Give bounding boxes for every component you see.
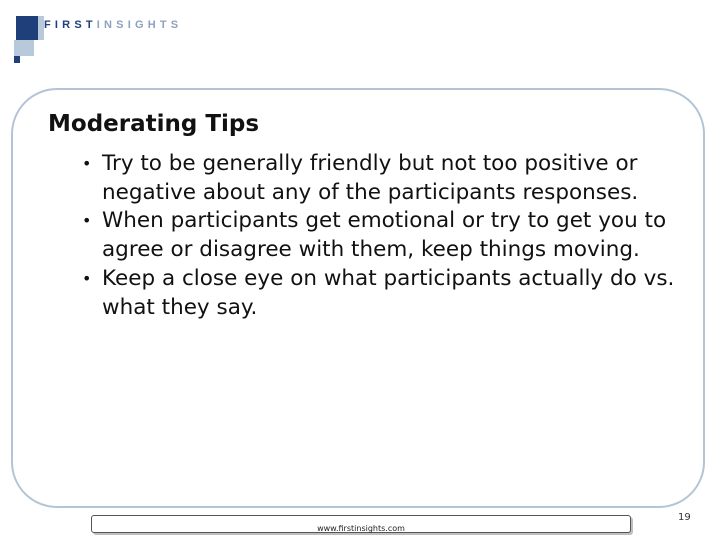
bullet-item xyxy=(78,265,698,322)
slide-title: Moderating Tips xyxy=(48,111,260,137)
company-logo xyxy=(0,0,200,70)
footer-url[interactable]: www.firstinsights.com xyxy=(317,524,405,533)
logo-square-dark xyxy=(16,16,38,40)
bullet-text: Try to be generally friendly but not too positive or negative about any of the participants responses. xyxy=(102,151,639,205)
logo-wordmark xyxy=(44,19,182,31)
bullet-item xyxy=(78,150,698,207)
bullet-icon: • xyxy=(82,268,92,288)
logo-square-light xyxy=(14,40,34,56)
bullet-item xyxy=(78,207,698,264)
logo-word-insights: INSIGHTS xyxy=(96,19,183,31)
bullet-text: Keep a close eye on what participants actually do vs. what they say. xyxy=(102,265,675,320)
bullet-text: When participants get emotional or try to get you to agree or disagree with them, keep things moving. xyxy=(102,208,667,263)
bullet-icon: • xyxy=(82,154,92,173)
page-number: 19 xyxy=(678,512,691,523)
bullet-list xyxy=(78,150,698,322)
logo-square-dark xyxy=(14,56,20,63)
bullet-icon: • xyxy=(82,211,92,231)
logo-word-first: FIRST xyxy=(44,19,97,31)
footer-bar xyxy=(91,515,631,533)
